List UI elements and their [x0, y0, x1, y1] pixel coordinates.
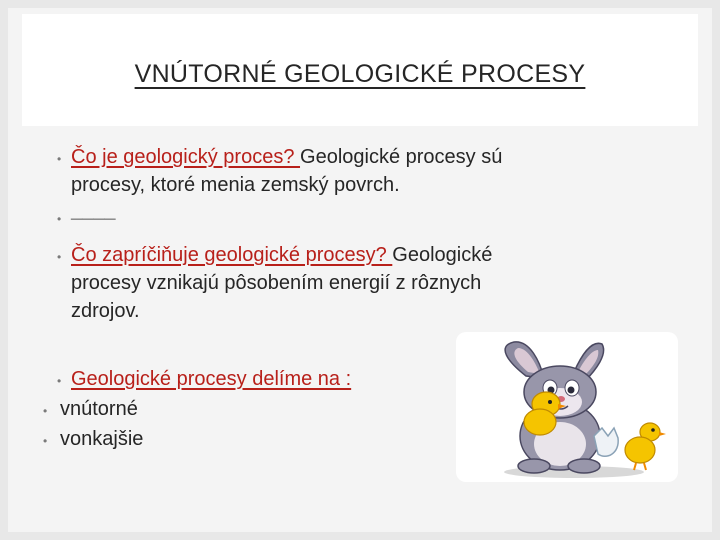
red-heading-text: Geologické procesy delíme na : [71, 368, 352, 390]
question-text: Čo je geologický proces? [71, 146, 301, 168]
answer-continuation: zdrojov. [71, 300, 140, 322]
answer-continuation: procesy vznikajú pôsobením energií z rôznych [71, 272, 482, 294]
list-item [71, 146, 502, 169]
bullet-icon: • [43, 404, 48, 418]
bullet-icon: • [57, 250, 62, 264]
list-item: vonkajšie [60, 428, 144, 450]
list-item: vnútorné [60, 398, 138, 420]
answer-text: Geologické procesy sú [300, 146, 503, 168]
bullet-icon: • [43, 434, 48, 448]
question-text: Čo zapríčiňuje geologické procesy? [71, 244, 393, 266]
bullet-icon: • [57, 152, 62, 166]
bullet-icon: • [57, 212, 62, 226]
rabbit-with-chicks-icon [456, 332, 678, 482]
answer-text: Geologické [392, 244, 493, 266]
bullet-icon: • [57, 374, 62, 388]
slide-title: VNÚTORNÉ GEOLOGICKÉ PROCESY [134, 60, 586, 88]
list-item [71, 244, 492, 267]
blank-line: ____ [71, 200, 116, 222]
answer-continuation: procesy, ktoré menia zemský povrch. [71, 174, 400, 196]
cartoon-illustration [456, 332, 678, 482]
list-item [71, 368, 351, 391]
